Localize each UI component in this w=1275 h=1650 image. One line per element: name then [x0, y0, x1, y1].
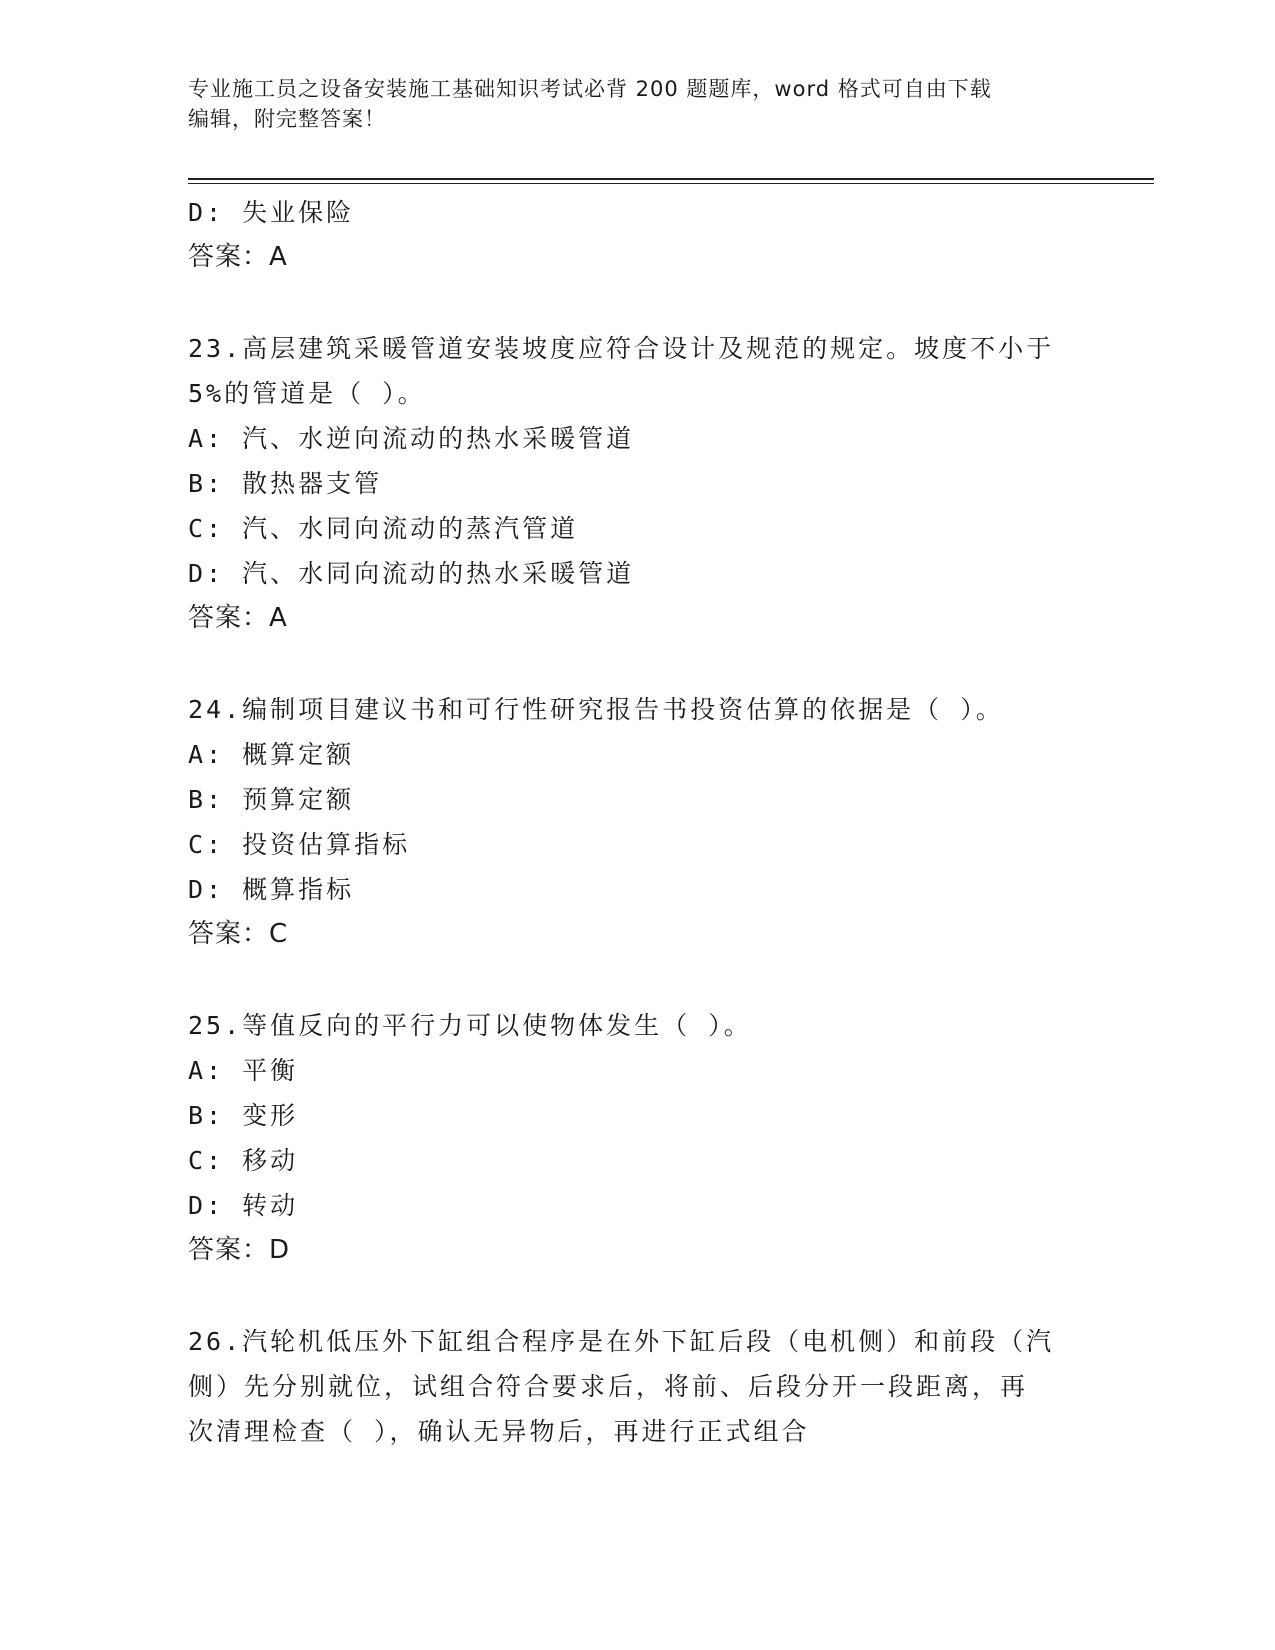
option-b: B: 预算定额 [188, 785, 355, 814]
option-b: B: 散热器支管 [188, 469, 383, 498]
header-rule-thin [188, 183, 1154, 184]
document-header [188, 74, 1068, 134]
question-24 [188, 687, 1088, 957]
option-c: C: 汽、水同向流动的蒸汽管道 [188, 514, 579, 543]
answer: 答案：A [188, 603, 288, 633]
question-stem: 25.等值反向的平行力可以使物体发生（ ）。 [188, 1011, 752, 1040]
question-25 [188, 1003, 1088, 1273]
question-stem: 23.高层建筑采暖管道安装坡度应符合设计及规范的规定。坡度不小于 [188, 334, 1055, 363]
option-d: D: 概算指标 [188, 875, 355, 904]
question-stem: 24.编制项目建议书和可行性研究报告书投资估算的依据是（ ）。 [188, 695, 1004, 724]
question-26 [188, 1319, 1088, 1454]
option-a: A: 平衡 [188, 1056, 299, 1085]
question-stem: 26.汽轮机低压外下缸组合程序是在外下缸后段（电机侧）和前段（汽 [188, 1327, 1055, 1356]
answer: 答案：C [188, 919, 289, 949]
question-stem-cont: 侧）先分别就位，试组合符合要求后，将前、后段分开一段距离，再 [188, 1372, 1029, 1401]
previous-question-tail [188, 190, 1088, 280]
option-c: C: 移动 [188, 1146, 299, 1175]
option-a: A: 概算定额 [188, 740, 355, 769]
header-rule-thick [188, 178, 1154, 180]
option-a: A: 汽、水逆向流动的热水采暖管道 [188, 424, 635, 453]
question-stem-cont: 5%的管道是（ ）。 [188, 379, 426, 408]
question-stem-cont: 次清理检查（ ），确认无异物后，再进行正式组合 [188, 1417, 810, 1446]
option-d: D: 汽、水同向流动的热水采暖管道 [188, 559, 635, 588]
question-23 [188, 326, 1088, 641]
answer: 答案：A [188, 242, 288, 272]
option-d: D: 转动 [188, 1191, 299, 1220]
header-line-2: 编辑，附完整答案！ [188, 107, 386, 131]
option-b: B: 变形 [188, 1101, 299, 1130]
question-list [188, 190, 1088, 1454]
option-d: D: 失业保险 [188, 198, 355, 227]
header-line-1: 专业施工员之设备安装施工基础知识考试必背 200 题题库，word 格式可自由下载 [188, 77, 992, 101]
option-c: C: 投资估算指标 [188, 830, 411, 859]
answer: 答案：D [188, 1235, 291, 1265]
